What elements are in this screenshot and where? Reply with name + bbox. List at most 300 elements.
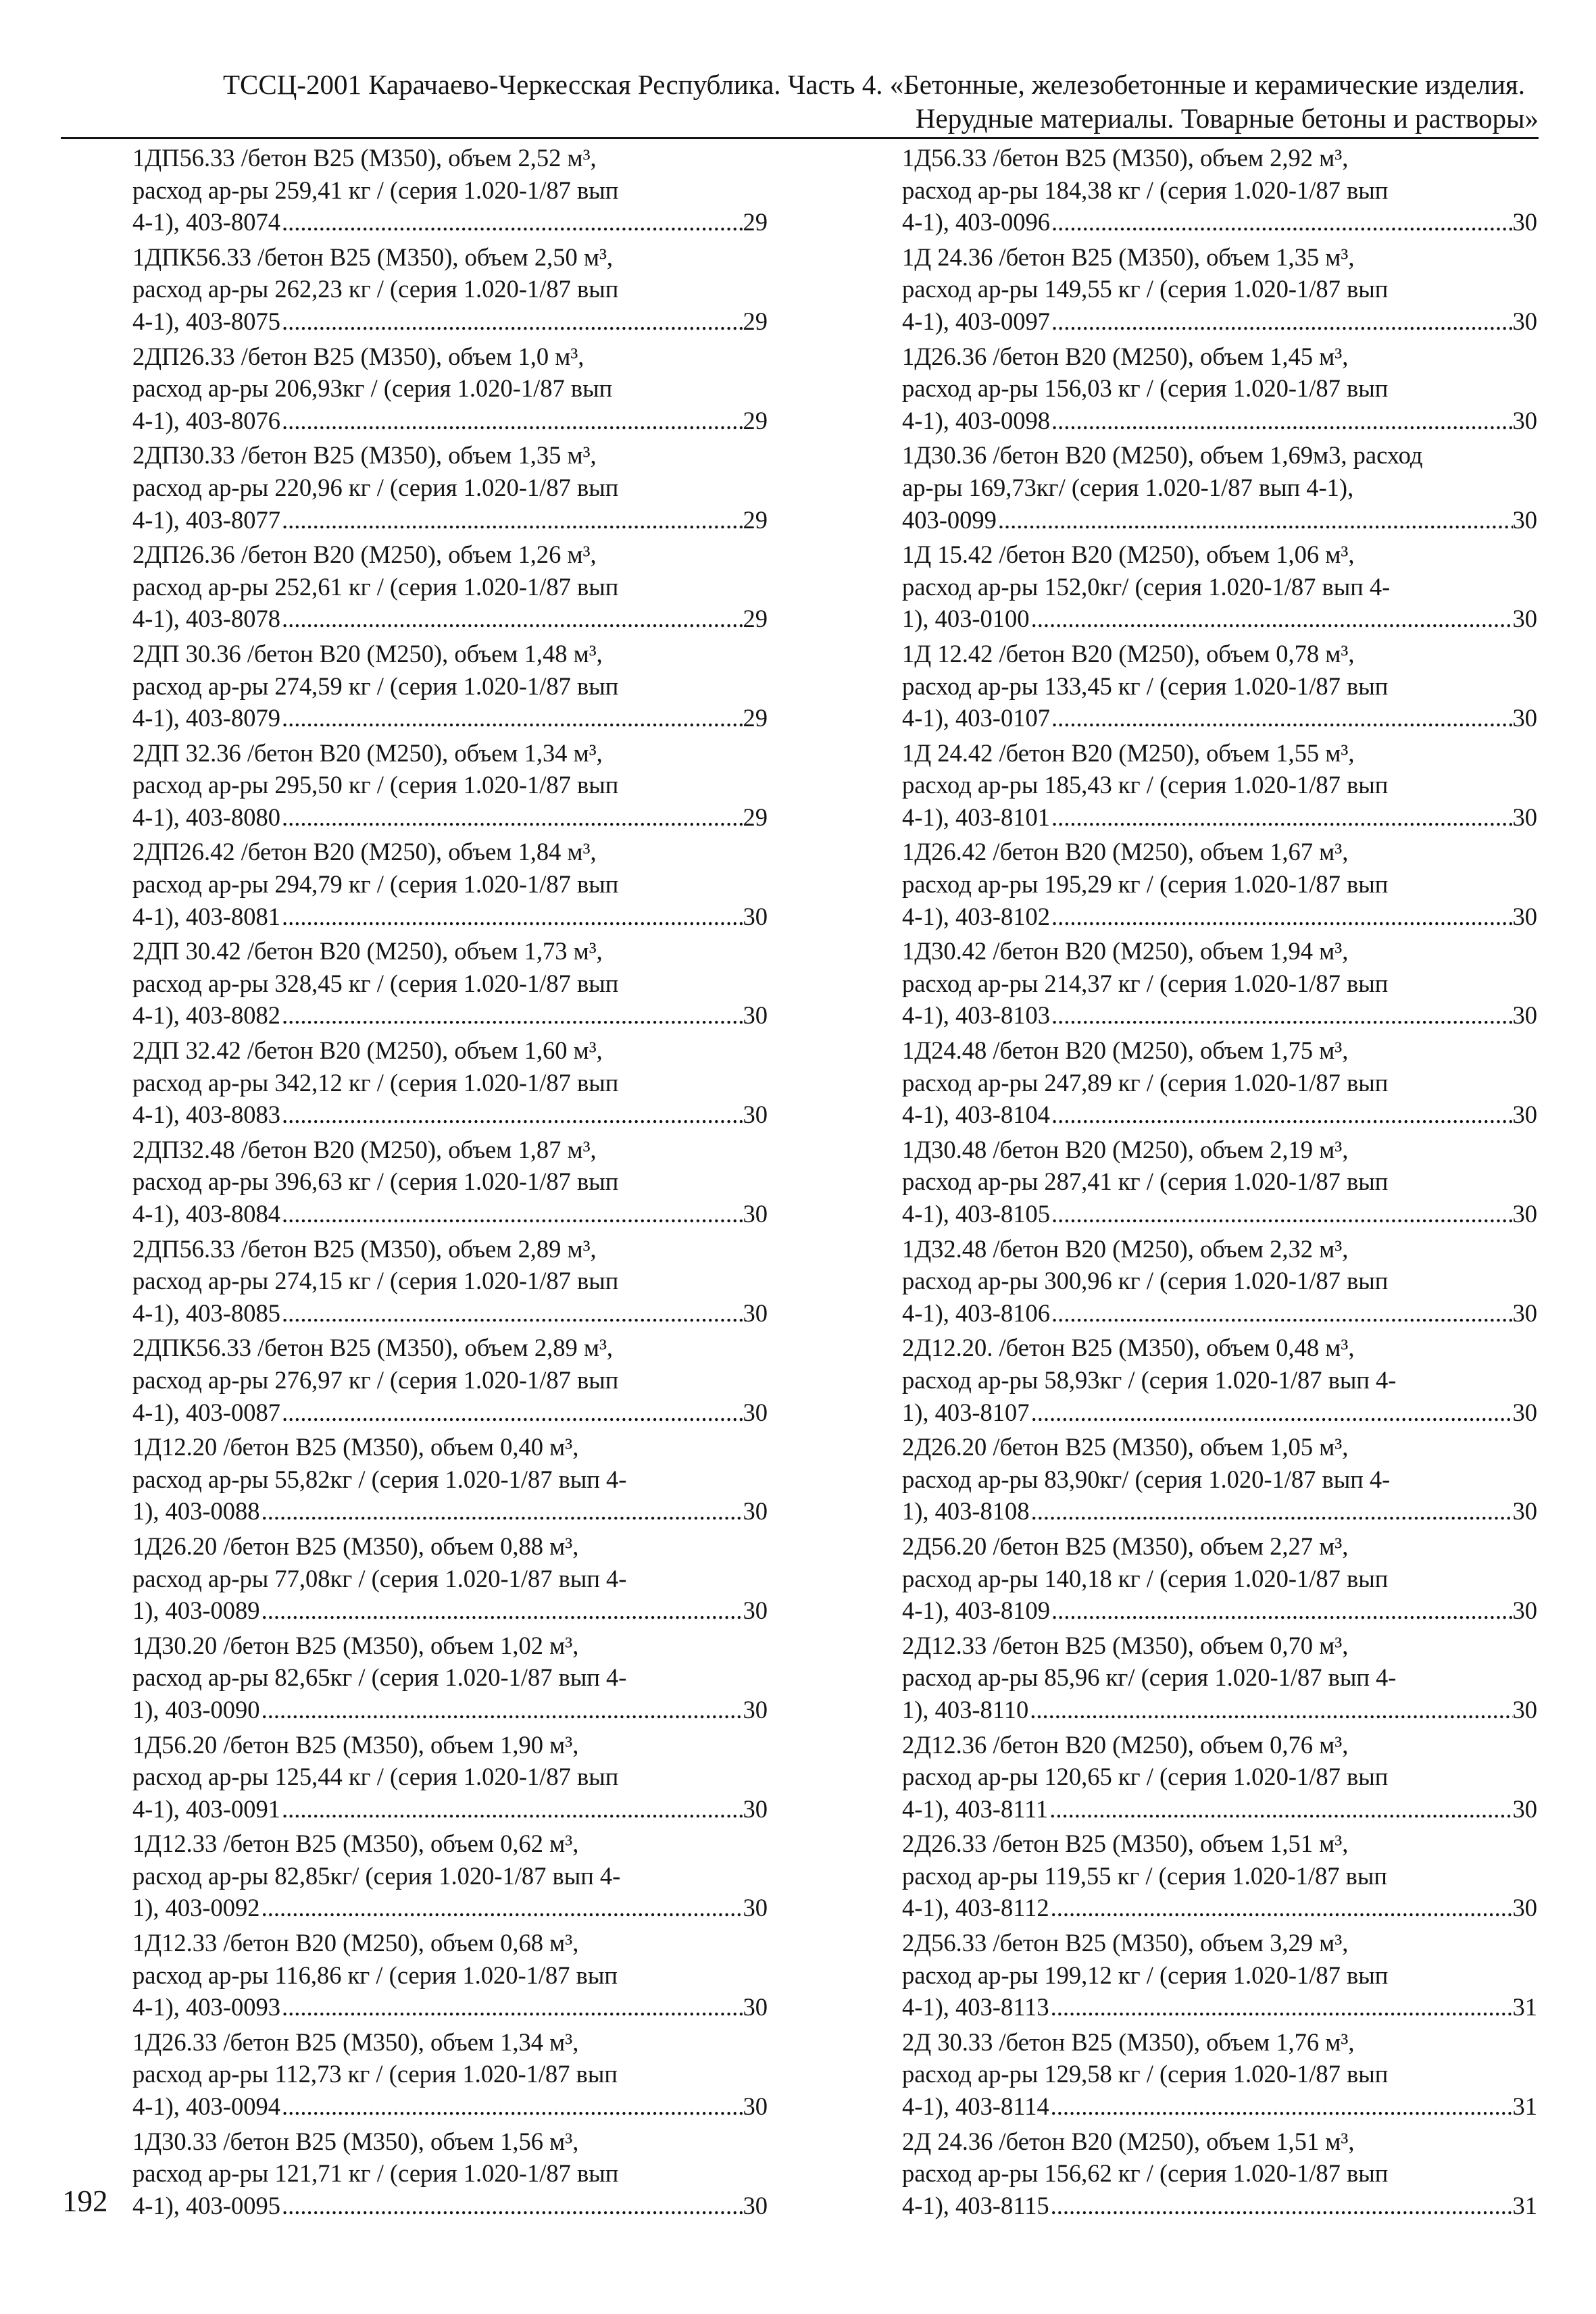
index-entry <box>132 2126 768 2222</box>
entry-text: 4-1), 403-8109 <box>902 1596 1050 1625</box>
entry-text: расход ар-ры 116,86 кг / (серия 1.020-1/87 вып <box>132 1961 618 1989</box>
entry-page-ref: 30 <box>743 1497 768 1526</box>
index-entry <box>132 836 768 932</box>
index-entry <box>902 1332 1537 1428</box>
index-entry <box>132 1431 768 1528</box>
dot-leader <box>1050 1198 1513 1230</box>
header-rule <box>61 137 1539 139</box>
entry-text: 4-1), 403-0091 <box>132 1794 280 1823</box>
entry-text: расход ар-ры 112,73 кг / (серия 1.020-1/87 вып <box>132 2060 618 2088</box>
entry-text: расход ар-ры 195,29 кг / (серия 1.020-1/87 вып <box>902 870 1389 899</box>
index-entry <box>902 142 1537 238</box>
entry-page-ref: 31 <box>1512 1993 1537 2021</box>
entry-page-ref: 29 <box>743 505 768 534</box>
index-entry <box>902 1034 1537 1131</box>
entry-text: 4-1), 403-0098 <box>902 406 1050 434</box>
entry-page-ref: 29 <box>743 803 768 831</box>
entry-text: 2ДП 32.36 /бетон В20 (М250), объем 1,34 м³, <box>132 738 603 767</box>
entry-text: расход ар-ры 274,59 кг / (серия 1.020-1/87 вып <box>132 672 619 700</box>
dot-leader <box>280 2190 743 2222</box>
entry-text: расход ар-ры 276,97 кг / (серия 1.020-1/87 вып <box>132 1365 619 1394</box>
dot-leader <box>260 1694 743 1726</box>
entry-text: 1Д12.33 /бетон В25 (М350), объем 0,62 м³, <box>132 1830 579 1858</box>
entry-page-ref: 30 <box>1512 1596 1537 1625</box>
entry-text: 1Д56.33 /бетон В25 (М350), объем 2,92 м³, <box>902 144 1349 172</box>
index-entry <box>132 1134 768 1230</box>
entry-last-line <box>132 1892 768 1924</box>
entry-text: расход ар-ры 206,93кг / (серия 1.020-1/87 вып <box>132 374 613 403</box>
entry-text: 2ДП 30.42 /бетон В20 (М250), объем 1,73 м³, <box>132 937 603 965</box>
entry-text: 4-1), 403-8105 <box>902 1200 1050 1228</box>
entry-last-line <box>132 999 768 1032</box>
entry-text: 4-1), 403-0107 <box>902 704 1050 732</box>
entry-text: расход ар-ры 120,65 кг / (серия 1.020-1/87 вып <box>902 1763 1389 1791</box>
entry-text: расход ар-ры 121,71 кг / (серия 1.020-1/87 вып <box>132 2159 619 2188</box>
entry-text: 2Д56.20 /бетон В25 (М350), объем 2,27 м³, <box>902 1532 1349 1560</box>
index-entry <box>132 142 768 238</box>
entry-text: 2ДП30.33 /бетон В25 (М350), объем 1,35 м³, <box>132 441 597 470</box>
index-entry <box>132 935 768 1032</box>
dot-leader <box>1049 2190 1513 2222</box>
entry-last-line <box>902 1495 1537 1528</box>
entry-text: 2ДП32.48 /бетон В20 (М250), объем 1,87 м³, <box>132 1135 597 1163</box>
entry-text: расход ар-ры 247,89 кг / (серия 1.020-1/87 вып <box>902 1068 1389 1097</box>
dot-leader <box>1030 1495 1513 1528</box>
entry-last-line <box>902 1297 1537 1330</box>
entry-page-ref: 30 <box>1512 406 1537 434</box>
entry-text: расход ар-ры 342,12 кг / (серия 1.020-1/87 вып <box>132 1068 619 1097</box>
entry-last-line <box>132 702 768 734</box>
index-entry <box>132 241 768 338</box>
entry-text: 4-1), 403-8103 <box>902 1001 1050 1030</box>
entry-text: расход ар-ры 82,65кг / (серия 1.020-1/87 вып 4- <box>132 1663 627 1692</box>
entry-text: 1Д24.48 /бетон В20 (М250), объем 1,75 м³, <box>902 1036 1349 1065</box>
dot-leader <box>1050 999 1513 1032</box>
dot-leader <box>280 603 743 635</box>
index-entry <box>132 1233 768 1330</box>
index-entry <box>132 638 768 734</box>
index-entry <box>132 2026 768 2123</box>
entry-last-line <box>902 702 1537 734</box>
entry-text: расход ар-ры 149,55 кг / (серия 1.020-1/87 вып <box>902 275 1389 303</box>
entry-text: 2ДП 32.42 /бетон В20 (М250), объем 1,60 м³, <box>132 1036 603 1065</box>
index-entry <box>902 836 1537 932</box>
index-entry <box>902 1233 1537 1330</box>
entry-text: 2Д26.33 /бетон В25 (М350), объем 1,51 м³, <box>902 1830 1349 1858</box>
index-entry <box>902 439 1537 536</box>
entry-last-line <box>902 1397 1537 1429</box>
entry-last-line <box>902 603 1537 635</box>
entry-page-ref: 30 <box>1512 1497 1537 1526</box>
dot-leader <box>260 1495 743 1528</box>
dot-leader <box>280 901 743 933</box>
index-entry <box>902 241 1537 338</box>
dot-leader <box>280 305 743 338</box>
entry-last-line <box>132 405 768 437</box>
entry-last-line <box>132 2190 768 2222</box>
entry-last-line <box>132 801 768 834</box>
entry-last-line <box>902 405 1537 437</box>
entry-page-ref: 30 <box>1512 1695 1537 1724</box>
entry-text: 1Д 24.36 /бетон В25 (М350), объем 1,35 м³, <box>902 243 1355 271</box>
index-entry <box>902 1530 1537 1627</box>
entry-text: 4-1), 403-8076 <box>132 406 280 434</box>
entry-text: расход ар-ры 199,12 кг / (серия 1.020-1/87 вып <box>902 1961 1389 1989</box>
entry-page-ref: 30 <box>1512 1894 1537 1922</box>
index-entry <box>902 1927 1537 2023</box>
entry-text: 1), 403-8107 <box>902 1398 1030 1426</box>
entry-text: 2Д12.33 /бетон В25 (М350), объем 0,70 м³, <box>902 1631 1349 1659</box>
entry-text: расход ар-ры 252,61 кг / (серия 1.020-1/87 вып <box>132 572 619 601</box>
entry-text: 4-1), 403-0095 <box>132 2191 280 2219</box>
entry-last-line <box>132 1991 768 2023</box>
dot-leader <box>280 999 743 1032</box>
entry-page-ref: 30 <box>743 1894 768 1922</box>
entry-last-line <box>902 801 1537 834</box>
entry-text: расход ар-ры 133,45 кг / (серия 1.020-1/87 вып <box>902 672 1389 700</box>
entry-last-line <box>132 1297 768 1330</box>
dot-leader <box>260 1892 743 1924</box>
dot-leader <box>280 206 743 238</box>
entry-text: расход ар-ры 129,58 кг / (серия 1.020-1/87 вып <box>902 2060 1389 2088</box>
entry-text: расход ар-ры 274,15 кг / (серия 1.020-1/87 вып <box>132 1267 619 1295</box>
entry-text: 4-1), 403-8077 <box>132 505 280 534</box>
entry-text: расход ар-ры 300,96 кг / (серия 1.020-1/87 вып <box>902 1267 1389 1295</box>
entry-text: 1), 403-8110 <box>902 1695 1029 1724</box>
entry-page-ref: 30 <box>1512 307 1537 335</box>
entry-text: расход ар-ры 140,18 кг / (серия 1.020-1/87 вып <box>902 1564 1389 1592</box>
entry-page-ref: 29 <box>743 307 768 335</box>
entry-text: 2Д12.20. /бетон В25 (М350), объем 0,48 м³, <box>902 1334 1355 1362</box>
index-entry <box>132 1927 768 2023</box>
entry-text: расход ар-ры 85,96 кг/ (серия 1.020-1/87 вып 4- <box>902 1663 1397 1692</box>
entry-text: ар-ры 169,73кг/ (серия 1.020-1/87 вып 4-1), <box>902 473 1354 501</box>
entry-page-ref: 30 <box>1512 505 1537 534</box>
entry-text: 1Д 12.42 /бетон В20 (М250), объем 0,78 м³, <box>902 639 1355 668</box>
entry-text: 1Д 15.42 /бетон В20 (М250), объем 1,06 м³, <box>902 540 1355 569</box>
entry-text: 4-1), 403-8080 <box>132 803 280 831</box>
entry-text: 4-1), 403-8101 <box>902 803 1050 831</box>
dot-leader <box>1048 1793 1512 1826</box>
entry-text: 1Д12.20 /бетон В25 (М350), объем 0,40 м³, <box>132 1433 579 1461</box>
dot-leader <box>280 2090 743 2123</box>
entry-text: 4-1), 403-0087 <box>132 1398 280 1426</box>
entry-text: 403-0099 <box>902 505 997 534</box>
dot-leader <box>1050 702 1513 734</box>
entry-last-line <box>132 901 768 933</box>
index-entry <box>902 1729 1537 1826</box>
entry-text: 4-1), 403-8081 <box>132 902 280 930</box>
index-entry <box>132 1530 768 1627</box>
index-entry <box>132 341 768 437</box>
index-entry <box>902 341 1537 437</box>
entry-text: 2Д 30.33 /бетон В25 (М350), объем 1,76 м³, <box>902 2028 1355 2056</box>
entry-page-ref: 29 <box>743 704 768 732</box>
dot-leader <box>1050 305 1513 338</box>
index-entry <box>132 538 768 635</box>
entry-text: расход ар-ры 328,45 кг / (серия 1.020-1/87 вып <box>132 969 619 997</box>
entry-text: 2Д56.33 /бетон В25 (М350), объем 3,29 м³, <box>902 1929 1349 1957</box>
entry-last-line <box>132 1099 768 1131</box>
entry-last-line <box>902 504 1537 536</box>
entry-last-line <box>902 1892 1537 1924</box>
entry-text: 1), 403-0100 <box>902 605 1030 633</box>
entry-text: 1Д30.33 /бетон В25 (М350), объем 1,56 м³, <box>132 2127 579 2155</box>
entry-page-ref: 30 <box>743 902 768 930</box>
entry-last-line <box>132 1793 768 1826</box>
dot-leader <box>280 1198 743 1230</box>
left-column <box>132 142 768 2224</box>
dot-leader <box>1030 603 1513 635</box>
entry-last-line <box>902 206 1537 238</box>
entry-page-ref: 30 <box>1512 1794 1537 1823</box>
entry-text: 1ДПК56.33 /бетон В25 (М350), объем 2,50 м³, <box>132 243 614 271</box>
dot-leader <box>1049 2090 1513 2123</box>
entry-page-ref: 30 <box>743 1993 768 2021</box>
entry-text: 4-1), 403-8102 <box>902 902 1050 930</box>
entry-text: расход ар-ры 220,96 кг / (серия 1.020-1/87 вып <box>132 473 619 501</box>
entry-text: 1Д 24.42 /бетон В20 (М250), объем 1,55 м³, <box>902 738 1355 767</box>
entry-last-line <box>132 504 768 536</box>
entry-text: 2Д26.20 /бетон В25 (М350), объем 1,05 м³, <box>902 1433 1349 1461</box>
entry-text: 4-1), 403-8084 <box>132 1200 280 1228</box>
entry-text: 4-1), 403-8075 <box>132 307 280 335</box>
entry-page-ref: 29 <box>743 406 768 434</box>
entry-page-ref: 30 <box>743 2191 768 2219</box>
entry-text: расход ар-ры 55,82кг / (серия 1.020-1/87 вып 4- <box>132 1465 627 1493</box>
dot-leader <box>280 1397 743 1429</box>
entry-text: расход ар-ры 77,08кг / (серия 1.020-1/87 вып 4- <box>132 1564 627 1592</box>
entry-text: 2ДП26.36 /бетон В20 (М250), объем 1,26 м³, <box>132 540 597 569</box>
index-entry <box>132 737 768 834</box>
entry-text: 4-1), 403-0094 <box>132 2092 280 2121</box>
entry-text: расход ар-ры 259,41 кг / (серия 1.020-1/87 вып <box>132 176 619 204</box>
entry-page-ref: 31 <box>1512 2092 1537 2121</box>
entry-last-line <box>902 1991 1537 2023</box>
entry-text: расход ар-ры 184,38 кг / (серия 1.020-1/87 вып <box>902 176 1389 204</box>
entry-page-ref: 30 <box>743 1398 768 1426</box>
entry-page-ref: 30 <box>1512 803 1537 831</box>
entry-text: 1), 403-0090 <box>132 1695 260 1724</box>
entry-last-line <box>902 1694 1537 1726</box>
entry-text: 1), 403-0092 <box>132 1894 260 1922</box>
index-entry <box>902 935 1537 1032</box>
entry-page-ref: 30 <box>743 1299 768 1327</box>
entry-last-line <box>902 1793 1537 1826</box>
entry-text: 4-1), 403-8074 <box>132 208 280 236</box>
entry-text: 4-1), 403-8113 <box>902 1993 1049 2021</box>
entry-text: расход ар-ры 119,55 кг / (серия 1.020-1/87 вып <box>902 1861 1387 1890</box>
entry-last-line <box>902 2090 1537 2123</box>
dot-leader <box>1049 1892 1513 1924</box>
entry-page-ref: 30 <box>1512 704 1537 732</box>
entry-text: 1Д32.48 /бетон В20 (М250), объем 2,32 м³, <box>902 1234 1349 1263</box>
index-entry <box>902 1431 1537 1528</box>
entry-text: 1Д30.48 /бетон В20 (М250), объем 2,19 м³, <box>902 1135 1349 1163</box>
dot-leader <box>1050 801 1513 834</box>
entry-text: 2Д 24.36 /бетон В20 (М250), объем 1,51 м³, <box>902 2127 1355 2155</box>
entry-text: 1Д26.42 /бетон В20 (М250), объем 1,67 м³, <box>902 838 1349 866</box>
header-title-line-2: Нерудные материалы. Товарные бетоны и растворы» <box>915 103 1539 134</box>
entry-text: 4-1), 403-8085 <box>132 1299 280 1327</box>
dot-leader <box>1028 1694 1512 1726</box>
entry-page-ref: 30 <box>1512 208 1537 236</box>
index-entry <box>902 638 1537 734</box>
entry-text: расход ар-ры 82,85кг/ (серия 1.020-1/87 вып 4- <box>132 1861 621 1890</box>
entry-last-line <box>132 1495 768 1528</box>
page-number: 192 <box>62 2184 108 2218</box>
entry-last-line <box>902 1099 1537 1131</box>
entry-page-ref: 30 <box>1512 1101 1537 1129</box>
entry-text: расход ар-ры 185,43 кг / (серия 1.020-1/87 вып <box>902 771 1389 799</box>
index-entry <box>132 1332 768 1428</box>
entry-text: 4-1), 403-8083 <box>132 1101 280 1129</box>
entry-page-ref: 30 <box>743 1695 768 1724</box>
dot-leader <box>260 1594 743 1627</box>
dot-leader <box>280 1991 743 2023</box>
entry-text: 4-1), 403-8082 <box>132 1001 280 1030</box>
entry-last-line <box>132 2090 768 2123</box>
entry-text: расход ар-ры 294,79 кг / (серия 1.020-1/87 вып <box>132 870 619 899</box>
entry-last-line <box>132 1198 768 1230</box>
dot-leader <box>1030 1397 1513 1429</box>
entry-text: расход ар-ры 287,41 кг / (серия 1.020-1/87 вып <box>902 1167 1389 1196</box>
entry-page-ref: 30 <box>743 1101 768 1129</box>
dot-leader <box>280 702 743 734</box>
entry-text: 1Д30.36 /бетон В20 (М250), объем 1,69м3, расход <box>902 441 1423 470</box>
entry-text: 2Д12.36 /бетон В20 (М250), объем 0,76 м³, <box>902 1730 1349 1759</box>
entry-text: 4-1), 403-8104 <box>902 1101 1050 1129</box>
entry-page-ref: 29 <box>743 605 768 633</box>
entry-text: 1), 403-0089 <box>132 1596 260 1625</box>
entry-last-line <box>902 305 1537 338</box>
dot-leader <box>1050 901 1513 933</box>
entry-text: 2ДП56.33 /бетон В25 (М350), объем 2,89 м³, <box>132 1234 597 1263</box>
entry-text: расход ар-ры 262,23 кг / (серия 1.020-1/87 вып <box>132 275 619 303</box>
page-header <box>61 68 1539 135</box>
entry-text: расход ар-ры 156,62 кг / (серия 1.020-1/87 вып <box>902 2159 1389 2188</box>
entry-last-line <box>132 305 768 338</box>
header-title-line-1: ТССЦ-2001 Карачаево-Черкесская Республика. Часть 4. «Бетонные, железобетонные и керамические изделия. <box>222 69 1525 100</box>
entry-text: расход ар-ры 295,50 кг / (серия 1.020-1/87 вып <box>132 771 619 799</box>
entry-text: 1Д12.33 /бетон В20 (М250), объем 0,68 м³, <box>132 1929 579 1957</box>
entry-text: 4-1), 403-8115 <box>902 2191 1049 2219</box>
index-entry <box>132 1828 768 1924</box>
entry-text: 1), 403-8108 <box>902 1497 1030 1526</box>
dot-leader <box>280 801 743 834</box>
index-entry <box>902 1134 1537 1230</box>
entry-text: 1Д56.20 /бетон В25 (М350), объем 1,90 м³, <box>132 1730 579 1759</box>
entry-page-ref: 30 <box>743 2092 768 2121</box>
right-column <box>902 142 1537 2224</box>
dot-leader <box>280 1099 743 1131</box>
entry-text: 1), 403-0088 <box>132 1497 260 1526</box>
index-entry <box>902 737 1537 834</box>
dot-leader <box>280 504 743 536</box>
entry-text: расход ар-ры 156,03 кг / (серия 1.020-1/87 вып <box>902 374 1389 403</box>
entry-text: 4-1), 403-8106 <box>902 1299 1050 1327</box>
entry-text: расход ар-ры 83,90кг/ (серия 1.020-1/87 вып 4- <box>902 1465 1391 1493</box>
index-entry <box>902 2126 1537 2222</box>
entry-page-ref: 29 <box>743 208 768 236</box>
entry-text: расход ар-ры 58,93кг / (серия 1.020-1/87 вып 4- <box>902 1365 1397 1394</box>
index-entry <box>132 1630 768 1726</box>
entry-page-ref: 30 <box>1512 1398 1537 1426</box>
entry-last-line <box>132 1694 768 1726</box>
entry-last-line <box>902 1594 1537 1627</box>
dot-leader <box>1050 1099 1513 1131</box>
entry-last-line <box>902 901 1537 933</box>
index-entry <box>902 538 1537 635</box>
entry-text: 4-1), 403-8111 <box>902 1794 1049 1823</box>
entry-text: расход ар-ры 125,44 кг / (серия 1.020-1/87 вып <box>132 1763 619 1791</box>
entry-text: 4-1), 403-0093 <box>132 1993 280 2021</box>
entry-text: 4-1), 403-0096 <box>902 208 1050 236</box>
entry-page-ref: 31 <box>1512 2191 1537 2219</box>
entry-text: 1Д26.33 /бетон В25 (М350), объем 1,34 м³, <box>132 2028 579 2056</box>
index-entry <box>902 1630 1537 1726</box>
dot-leader <box>1050 1594 1513 1627</box>
entry-page-ref: 30 <box>1512 902 1537 930</box>
entry-text: 2ДП 30.36 /бетон В20 (М250), объем 1,48 м³, <box>132 639 603 668</box>
dot-leader <box>1050 206 1513 238</box>
entry-last-line <box>902 1198 1537 1230</box>
entry-page-ref: 30 <box>743 1596 768 1625</box>
entry-text: 4-1), 403-8114 <box>902 2092 1049 2121</box>
dot-leader <box>1050 1297 1513 1330</box>
entry-page-ref: 30 <box>743 1200 768 1228</box>
entry-last-line <box>132 1397 768 1429</box>
index-entry <box>902 2026 1537 2123</box>
entry-text: 1ДП56.33 /бетон В25 (М350), объем 2,52 м³, <box>132 144 597 172</box>
entry-text: 4-1), 403-0097 <box>902 307 1050 335</box>
entry-page-ref: 30 <box>1512 1001 1537 1030</box>
entry-text: 1Д30.42 /бетон В20 (М250), объем 1,94 м³, <box>902 937 1349 965</box>
entry-page-ref: 30 <box>1512 1200 1537 1228</box>
entry-last-line <box>902 999 1537 1032</box>
dot-leader <box>1050 405 1513 437</box>
entry-last-line <box>132 603 768 635</box>
entry-page-ref: 30 <box>1512 605 1537 633</box>
entry-page-ref: 30 <box>1512 1299 1537 1327</box>
entry-text: расход ар-ры 396,63 кг / (серия 1.020-1/87 вып <box>132 1167 619 1196</box>
index-entry <box>132 1729 768 1826</box>
dot-leader <box>1049 1991 1513 2023</box>
index-entry <box>132 1034 768 1131</box>
entry-text: 1Д30.20 /бетон В25 (М350), объем 1,02 м³, <box>132 1631 579 1659</box>
index-entry <box>902 1828 1537 1924</box>
entry-page-ref: 30 <box>743 1794 768 1823</box>
entry-text: 1Д26.20 /бетон В25 (М350), объем 0,88 м³, <box>132 1532 579 1560</box>
entry-text: 2ДП26.33 /бетон В25 (М350), объем 1,0 м³, <box>132 342 584 370</box>
entry-text: расход ар-ры 214,37 кг / (серия 1.020-1/87 вып <box>902 969 1389 997</box>
dot-leader <box>280 1793 743 1826</box>
entry-text: расход ар-ры 152,0кг/ (серия 1.020-1/87 вып 4- <box>902 572 1391 601</box>
entry-text: 4-1), 403-8078 <box>132 605 280 633</box>
index-entry <box>132 439 768 536</box>
entry-page-ref: 30 <box>743 1001 768 1030</box>
entry-last-line <box>902 2190 1537 2222</box>
entry-last-line <box>132 206 768 238</box>
entry-text: 2ДП26.42 /бетон В20 (М250), объем 1,84 м³, <box>132 838 597 866</box>
entry-text: 4-1), 403-8112 <box>902 1894 1049 1922</box>
entry-text: 2ДПК56.33 /бетон В25 (М350), объем 2,89 м³, <box>132 1334 614 1362</box>
entry-last-line <box>132 1594 768 1627</box>
entry-text: 1Д26.36 /бетон В20 (М250), объем 1,45 м³, <box>902 342 1349 370</box>
entry-text: 4-1), 403-8079 <box>132 704 280 732</box>
dot-leader <box>997 504 1513 536</box>
dot-leader <box>280 1297 743 1330</box>
